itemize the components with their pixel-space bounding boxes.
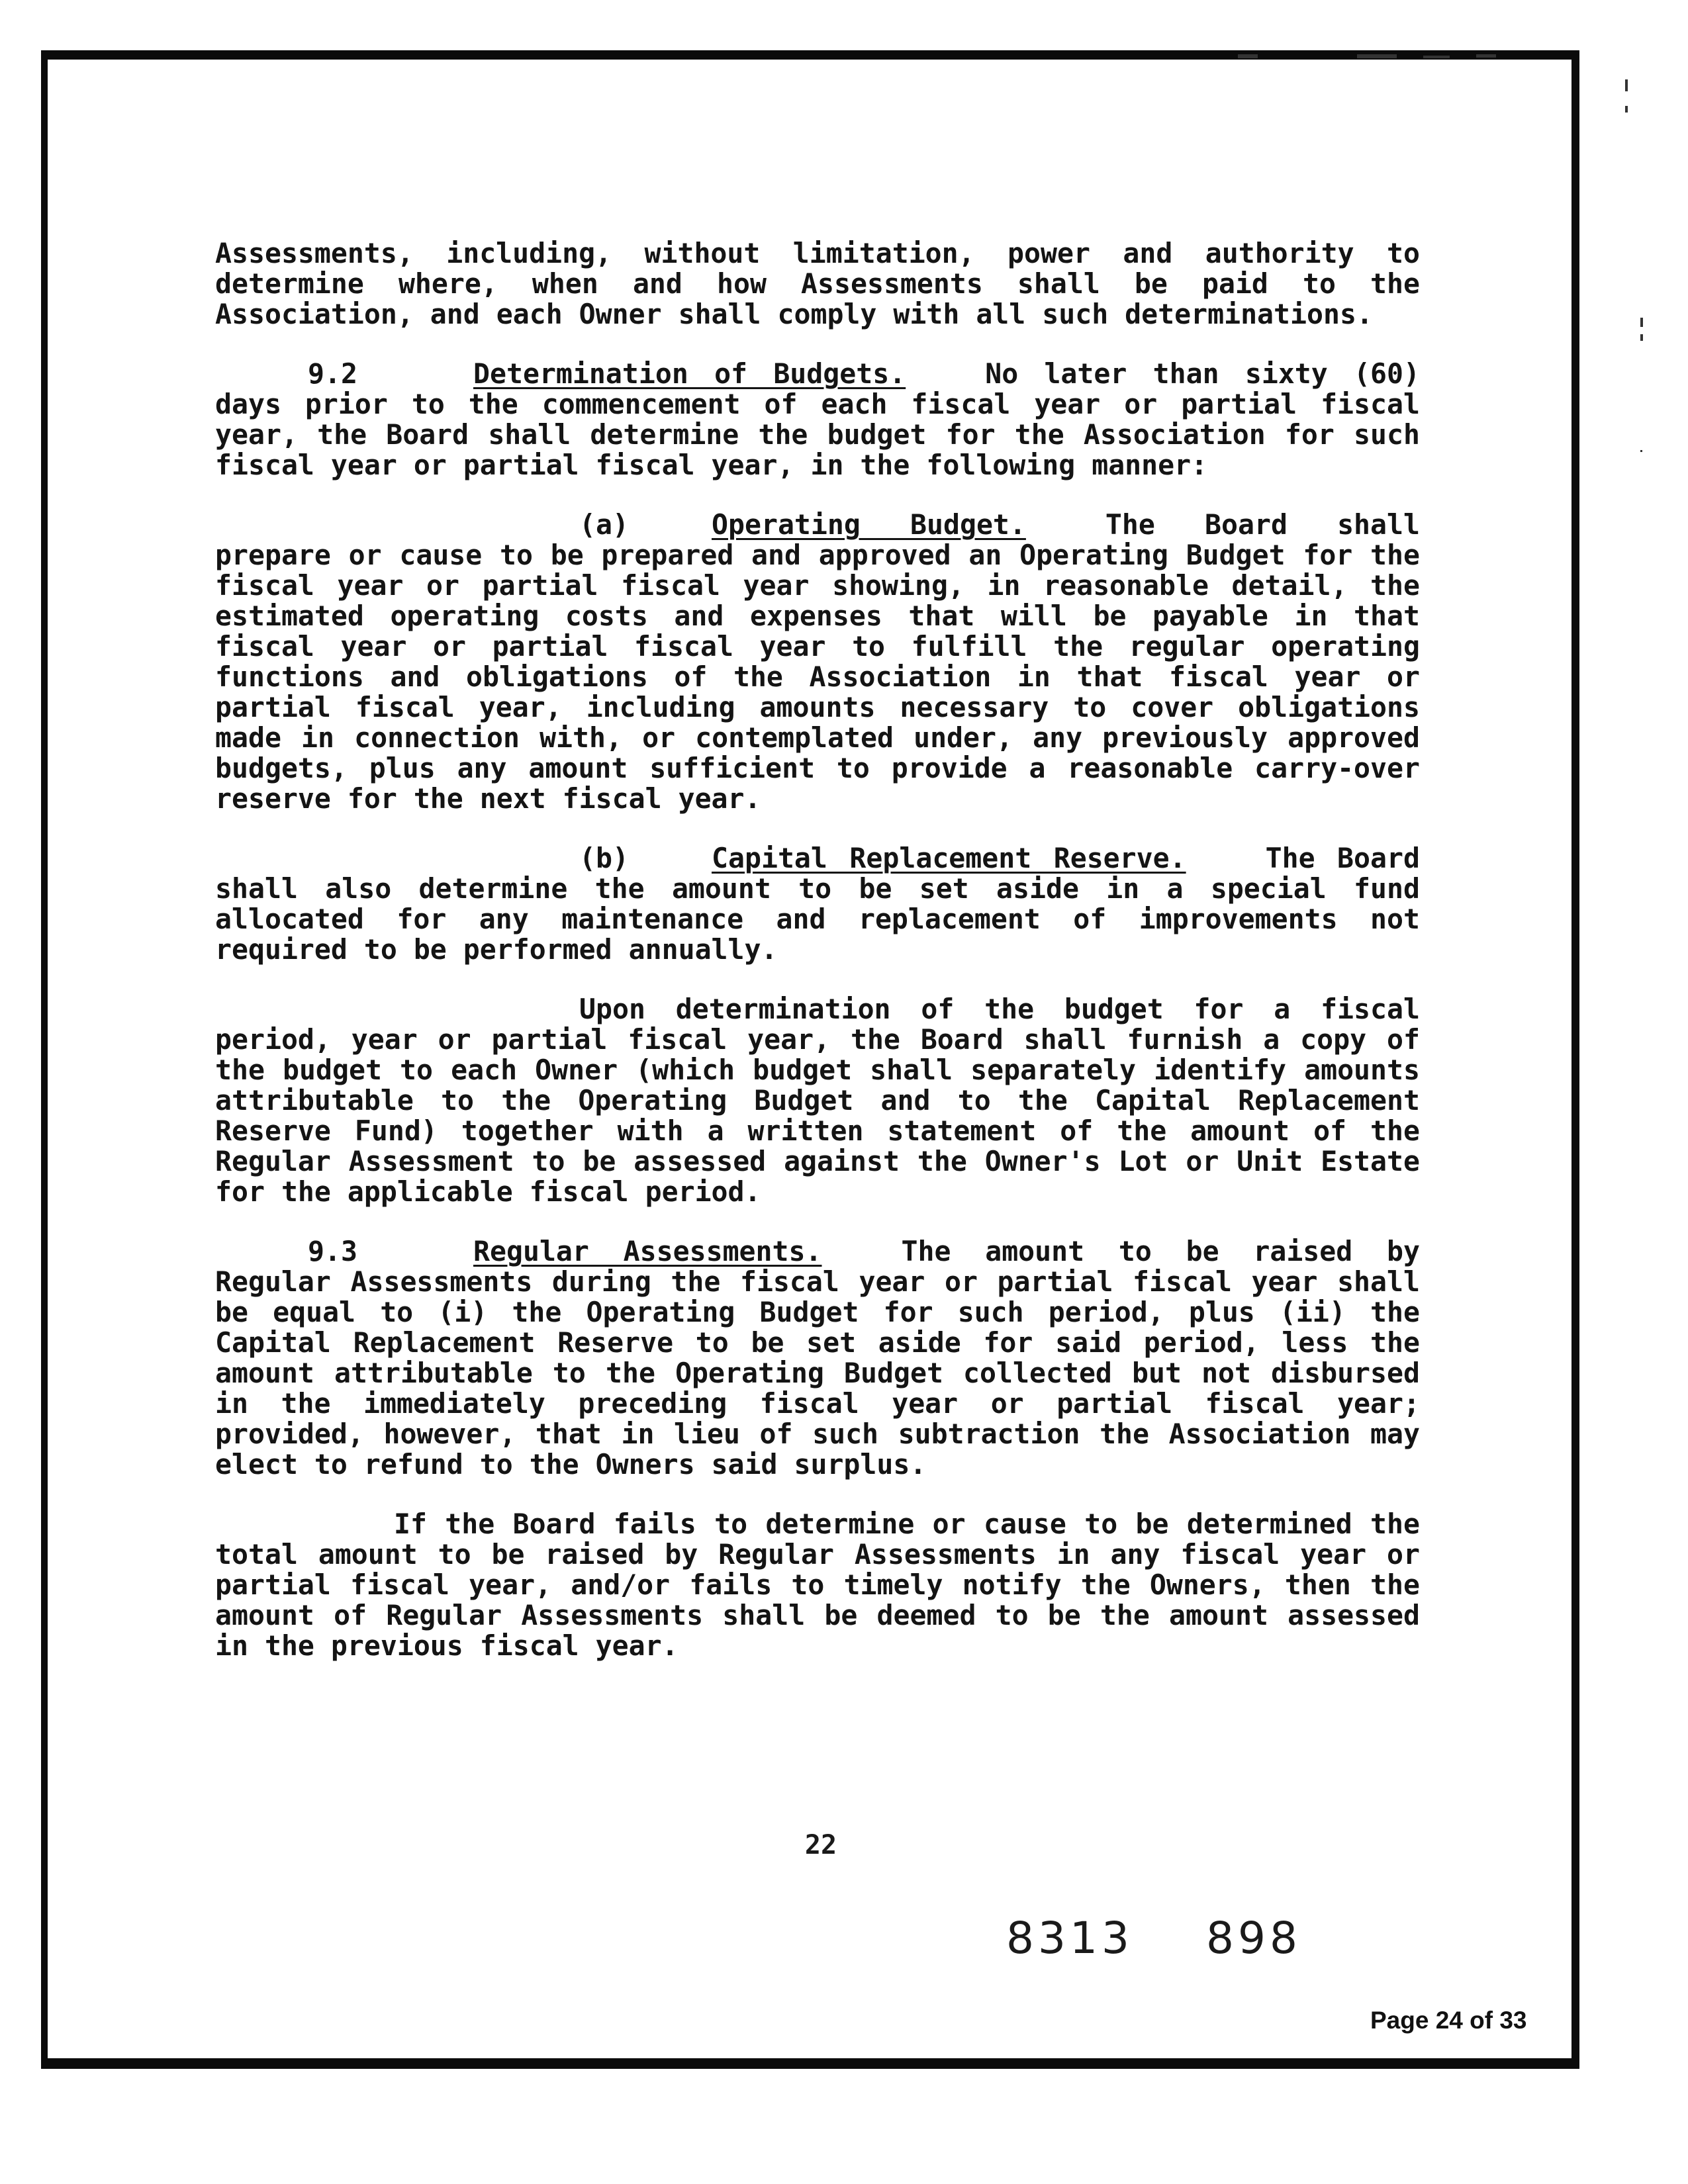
section-number: 9.3 bbox=[308, 1235, 357, 1267]
page-of-count: Page 24 of 33 bbox=[1370, 2007, 1527, 2034]
stamp-book: 8313 bbox=[1006, 1913, 1133, 1964]
paragraph-assessments-authority: Assessments, including, without limitation, power and authority to determine where, when and how Assessments shall be paid to the Association, and each Owner shall comply with all such determinations. bbox=[215, 237, 1420, 330]
subsection-text: The Board shall prepare or cause to be prepared and approved an Operating Budget for the fiscal year or partial fiscal year showing, in reasonable detail, the estimated operating costs and expenses that will be payable in that fiscal year or partial fiscal year to fulfill the regular operating functions and obligations of the Association in that fiscal year or partial fiscal year, including amounts necessary to cover obligations made in connection with, or contemplated under, any previously approved budgets, plus any amount sufficient to provide a reasonable carry-over reserve for the next fiscal year. bbox=[215, 508, 1420, 815]
paragraph-budget-furnish: Upon determination of the budget for a fiscal period, year or partial fiscal year, the Board shall furnish a copy of the budget to each Owner (which budget shall separately identify amounts attributable to the Operating Budget and to the Capital Replacement Reserve Fund) together with a written statement of the amount of the Regular Assessment to be assessed against the Owner's Lot or Unit Estate for the applicable fiscal period. bbox=[215, 993, 1420, 1208]
subsection-heading: Capital Replacement Reserve. bbox=[712, 842, 1186, 874]
stamp-page: 898 bbox=[1205, 1913, 1301, 1964]
subsection-label: (b) bbox=[579, 842, 629, 874]
section-number: 9.2 bbox=[308, 357, 357, 390]
page-number: 22 bbox=[804, 1830, 837, 1860]
subsection-label: (a) bbox=[579, 508, 629, 541]
section-text: The amount to be raised by Regular Assessments during the fiscal year or partial fiscal year shall be equal to (i) the Operating Budget for such period, plus (ii) the Capital Replacement Reserve to be set aside for said period, less the amount attributable to the Operating Budget collected but not disbursed in the immediately preceding fiscal year or partial fiscal year; provided, however, that in lieu of such subtraction the Association may elect to refund to the Owners said surplus. bbox=[215, 1235, 1420, 1480]
paragraph-board-fails: If the Board fails to determine or cause to be determined the total amount to be raised by Regular Assessments in any fiscal year or partial fiscal year, and/or fails to timely notify the Owners, then the amount of Regular Assessments shall be deemed to be the amount assessed in the previous fiscal year. bbox=[215, 1508, 1420, 1662]
section-heading: Regular Assessments. bbox=[473, 1235, 822, 1267]
section-text: No later than sixty (60) days prior to the commencement of each fiscal year or partial fiscal year, the Board shall determine the budget for the Association for such fiscal year or partial fiscal year, in the following manner: bbox=[215, 357, 1420, 481]
subsection-heading: Operating Budget. bbox=[712, 508, 1026, 541]
section-heading: Determination of Budgets. bbox=[473, 357, 906, 390]
subsection-text: The Board shall also determine the amount to be set aside in a special fund allocated for any maintenance and replacement of improvements not required to be performed annually. bbox=[215, 842, 1420, 966]
